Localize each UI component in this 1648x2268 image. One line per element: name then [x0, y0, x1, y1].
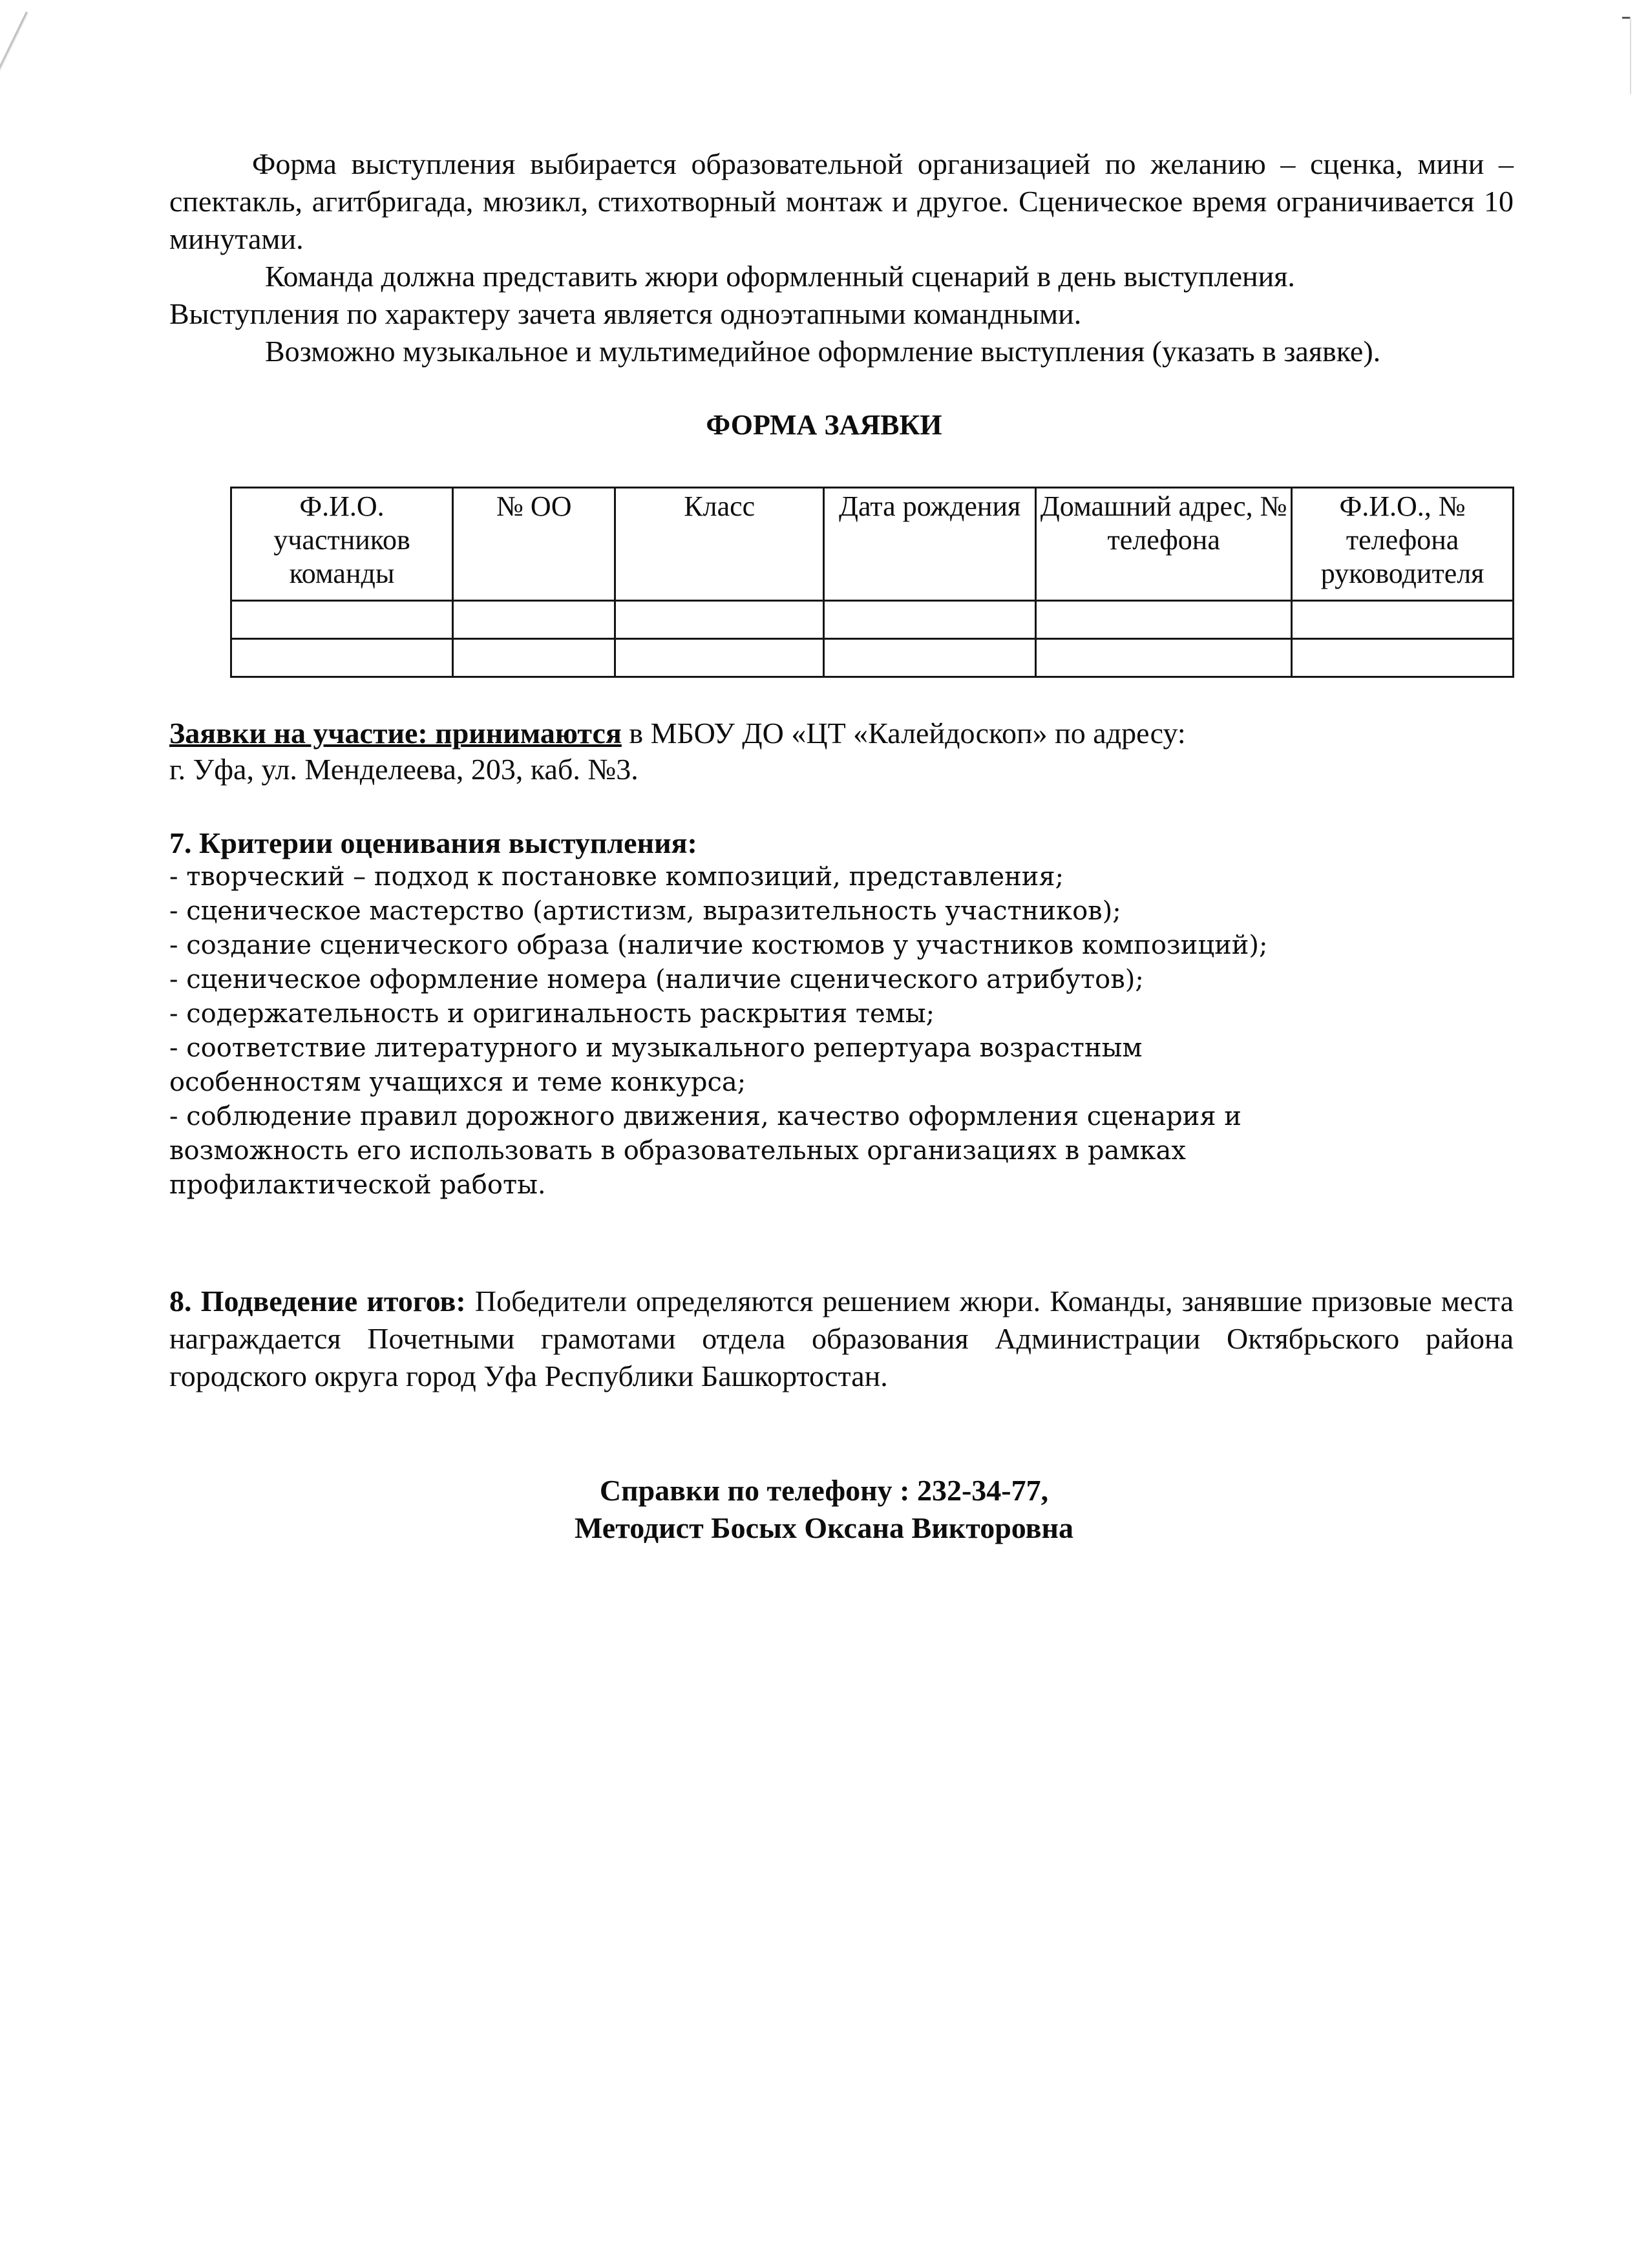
table-cell	[1036, 601, 1292, 639]
column-header-home-address: Домашний адрес, № телефона	[1036, 488, 1292, 601]
intro-paragraph-3: Возможно музыкальное и мультимедийное оформление выступления (указать в заявке).	[265, 335, 1381, 368]
table-cell	[453, 601, 615, 639]
contact-phone: Справки по телефону : 232-34-77,	[599, 1474, 1049, 1507]
criteria-line: - соответствие литературного и музыкального репертуара возрастным	[169, 1033, 1143, 1063]
table-row	[231, 639, 1514, 677]
contact-person: Методист Босых Оксана Викторовна	[574, 1511, 1073, 1544]
application-place: в МБОУ ДО «ЦТ «Калейдоскоп» по адресу:	[621, 717, 1186, 750]
criteria-line: возможность его использовать в образовательных организациях в рамках	[169, 1136, 1186, 1166]
intro-section	[169, 145, 1514, 370]
table-cell	[1292, 639, 1514, 677]
table-cell	[453, 639, 615, 677]
column-header-class: Класс	[615, 488, 824, 601]
scan-fold-artifact	[0, 12, 28, 291]
intro-paragraph-2-line-2: Выступления по характеру зачета является одноэтапными командными.	[169, 297, 1082, 330]
application-form-table	[230, 487, 1514, 678]
table-cell	[231, 639, 453, 677]
summary-section	[169, 1283, 1514, 1395]
table-cell	[824, 639, 1036, 677]
criteria-line: - сценическое мастерство (артистизм, выразительность участников);	[169, 896, 1121, 926]
application-lead: Заявки на участие: принимаются	[169, 717, 622, 750]
table-cell	[824, 601, 1036, 639]
summary-text: Победители определяются решением жюри. Команды, занявшие призовые места награждается Почетными грамотами отдела образования Администрации Октябрьского района городского округа город Уфа Республики Башкортостан.	[169, 1285, 1514, 1392]
criteria-line: - творческий – подход к постановке композиций, представления;	[169, 862, 1064, 892]
column-header-birth-date: Дата рождения	[824, 488, 1036, 601]
column-header-participants: Ф.И.О. участников команды	[231, 488, 453, 601]
table-cell	[1292, 601, 1514, 639]
table-cell	[615, 601, 824, 639]
criteria-heading: 7. Критерии оценивания выступления:	[169, 826, 697, 859]
summary-paragraph	[169, 1283, 1514, 1395]
contacts-block	[0, 1472, 1648, 1547]
column-header-school-number: № ОО	[453, 488, 615, 601]
criteria-line: - содержательность и оригинальность раскрытия темы;	[169, 999, 935, 1029]
table-cell	[1036, 639, 1292, 677]
criteria-line: - соблюдение правил дорожного движения, качество оформления сценария и	[169, 1102, 1241, 1131]
application-line	[169, 715, 1514, 751]
form-title: ФОРМА ЗАЯВКИ	[706, 409, 942, 441]
criteria-section	[169, 826, 1397, 1202]
table-header-row	[231, 488, 1514, 601]
criteria-line: профилактической работы.	[169, 1170, 546, 1200]
criteria-line: - создание сценического образа (наличие костюмов у участников композиций);	[169, 930, 1268, 960]
scan-corner-mark	[1622, 17, 1631, 19]
column-header-leader: Ф.И.О., № телефона руководителя	[1292, 488, 1514, 601]
summary-heading: 8. Подведение итогов:	[169, 1285, 466, 1318]
criteria-line: - сценическое оформление номера (наличие сценического атрибутов);	[169, 965, 1144, 994]
intro-paragraph-2-line-1: Команда должна представить жюри оформленный сценарий в день выступления.	[265, 260, 1295, 293]
application-address: г. Уфа, ул. Менделеева, 203, каб. №3.	[169, 753, 639, 786]
application-info	[169, 715, 1514, 788]
criteria-line: особенностям учащихся и теме конкурса;	[169, 1067, 746, 1097]
table-cell	[615, 639, 824, 677]
table-cell	[231, 601, 453, 639]
intro-paragraph-1: Форма выступления выбирается образовательной организацией по желанию – сценка, мини – спектакль, агитбригада, мюзикл, стихотворный монтаж и другое. Сценическое время ограничивается 10 минутами.	[169, 147, 1514, 255]
table-row	[231, 601, 1514, 639]
